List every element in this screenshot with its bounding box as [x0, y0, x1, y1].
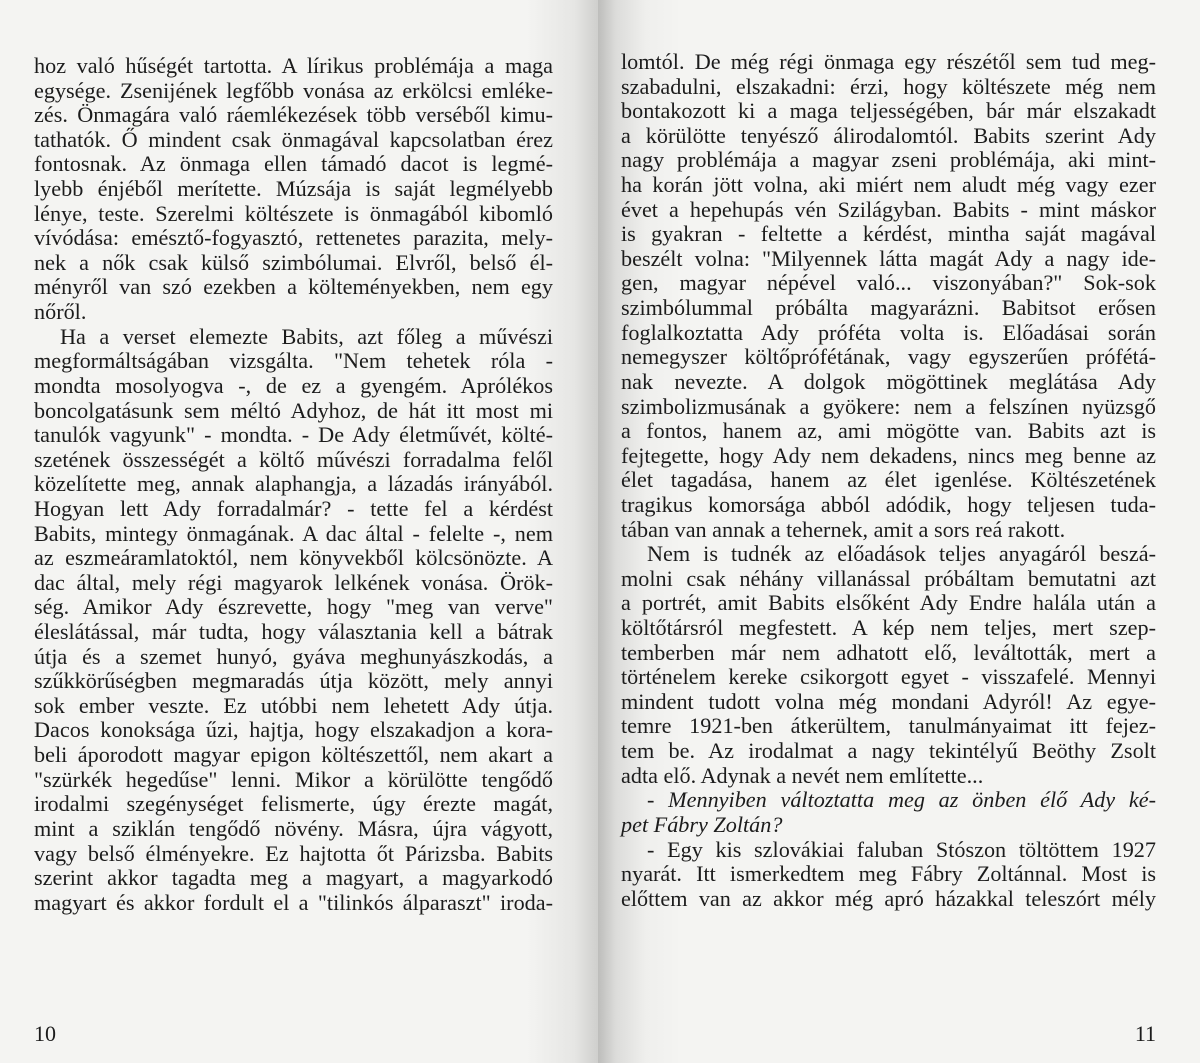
left-page: [0, 0, 598, 1063]
text-line: lyebb énjéből merítette. Múzsája is saját legmélyebb: [34, 176, 553, 202]
text-line: ha korán jött volna, aki miért nem aludt még vagy ezer: [621, 172, 1156, 198]
text-line: Babits, mintegy önmagának. A dac által - felelte -, nem: [34, 520, 553, 546]
text-line: hoz való hűségét tartotta. A lírikus problémája a maga: [34, 53, 553, 78]
text-line: élet tagadása, hanem az élet igenlése. Költészetének: [621, 467, 1156, 493]
text-line: molni csak néhány villanással próbáltam bemutatni azt: [621, 565, 1156, 591]
text-line: vívódása: emésztő-fogyasztó, rettenetes parazita, mely-: [34, 225, 553, 251]
right-page-text: [621, 50, 1156, 911]
text-line: fejtegette, hogy Ady nem dekadens, nincs meg benne az: [621, 442, 1156, 468]
text-line: nőről.: [34, 299, 87, 325]
text-line: mondta mosolyogva -, de ez a gyengém. Aprólékos: [34, 372, 553, 398]
text-line: irodalmi szegénységet felismerte, úgy érezte magát,: [34, 791, 553, 817]
left-page-text: [34, 54, 553, 915]
text-line: nemegyszer költőprófétának, vagy egyszerűen prófétá-: [621, 344, 1156, 370]
text-line: az eszmeáramlatoktól, nem könyvekből kölcsönözte. A: [34, 545, 553, 571]
text-line: pet Fábry Zoltán?: [621, 811, 783, 837]
right-page-number: 11: [1134, 1021, 1156, 1046]
text-line: szerint akkor tagadta meg a magyart, a magyarkodó: [34, 865, 553, 891]
text-line: tem be. Az irodalmat a nagy tekintélyű Beöthy Zsolt: [621, 738, 1156, 764]
text-line: ményről van szó ezekben a költeményekben, nem egy: [34, 274, 553, 300]
text-line: tragikus komorsága abból adódik, hogy teljesen tuda-: [621, 491, 1156, 517]
text-line: ség. Amikor Ady észrevette, hogy "meg van verve": [34, 594, 553, 620]
text-line: tában van annak a tehernek, amit a sors reá rakott.: [621, 516, 1066, 542]
text-line: magyart és akkor fordult el a "tilinkós álparaszt" iroda-: [34, 889, 553, 915]
text-line: Hogyan lett Ady forradalmár? - tette fel a kérdést: [34, 495, 553, 521]
text-line: szabadulni, elszakadni: érzi, hogy költészete még nem: [621, 73, 1156, 99]
text-line: adta elő. Adynak a nevét nem említette...: [621, 762, 984, 788]
text-line: mindent tudott volna még mondani Adyról! Az egye-: [621, 688, 1156, 714]
left-page-number: 10: [34, 1021, 56, 1046]
text-line: temre 1921-ben átkerültem, tanulmányaimat itt fejez-: [621, 713, 1156, 739]
text-line: közelítette meg, annak alaphangja, a lázadás irányából.: [34, 471, 553, 497]
text-line: előttem van az akkor még apró házakkal teleszórt mély: [621, 885, 1156, 911]
text-line: költőtársról megfestett. A kép nem teljes, mert szep-: [621, 615, 1156, 641]
text-line: bontakozott ki a maga teljességében, bár már elszakadt: [621, 98, 1156, 124]
text-line: évet a hepehupás vén Szilágyban. Babits - mint máskor: [621, 196, 1156, 222]
text-line: tathatók. Ő mindent csak önmagával kapcsolatban érez: [34, 126, 553, 152]
text-line: vagy belső élményekre. Ez hajtotta őt Párizsba. Babits: [34, 840, 553, 866]
text-line: a fontos, hanem az, ami mögötte van. Babits azt is: [621, 418, 1156, 444]
text-line: Dacos konoksága űzi, hajtja, hogy elszakadjon a kora-: [34, 717, 553, 743]
text-line: is gyakran - feltette a kérdést, mintha saját magával: [621, 221, 1156, 247]
text-line: nek a nők csak külső szimbólumai. Elvről, belső él-: [34, 249, 553, 275]
text-line: szimbolizmusának a gyökere: nem a felszínen nyüzsgő: [621, 393, 1156, 419]
text-line: nak nevezte. A dolgok mögöttinek meglátása Ady: [621, 368, 1156, 394]
text-line: egysége. Zsenijének legfőbb vonása az erkölcsi emléke-: [34, 77, 553, 103]
text-line: lénye, teste. Szerelmi költészete is önmagából kibomló: [34, 200, 553, 226]
text-line: szűkkörűségben megmaradás útja között, mely annyi: [34, 668, 553, 694]
text-line: - Mennyiben változtatta meg az önben élő Ady ké-: [647, 787, 1156, 813]
text-line: tanulók vagyunk" - mondta. - De Ady életművét, költé-: [34, 422, 553, 448]
text-line: Ha a verset elemezte Babits, azt főleg a művészi: [60, 323, 553, 349]
text-line: dac által, mely régi magyarok lelkének vonása. Örök-: [34, 569, 553, 595]
text-line: beszélt volna: "Milyennek látta magát Ady a nagy ide-: [621, 245, 1156, 271]
text-line: lomtól. De még régi önmaga egy részétől sem tud meg-: [621, 49, 1156, 74]
text-line: megformáltságában vizsgálta. "Nem tehetek róla -: [34, 348, 553, 374]
text-line: szimbólummal próbálta magyarázni. Babitsot erősen: [621, 295, 1156, 321]
text-line: történelem kereke csikorgott egyet - visszafelé. Mennyi: [621, 664, 1156, 690]
text-line: "szürkék hegedűse" lenni. Mikor a körülötte tengődő: [34, 766, 553, 792]
text-line: temberben már nem adhatott elő, leváltották, mert a: [621, 639, 1156, 665]
text-line: foglalkoztatta Ady próféta volta is. Előadásai során: [621, 319, 1156, 345]
text-line: nyarát. Itt ismerkedtem meg Fábry Zoltánnal. Most is: [621, 861, 1156, 887]
text-line: nagy problémája a magyar zseni problémája, aki mint-: [621, 147, 1156, 173]
text-line: boncolgatásunk sem méltó Adyhoz, de hát itt most mi: [34, 397, 553, 423]
text-line: útja és a szemet hunyó, gyáva meghunyászkodás, a: [34, 643, 553, 669]
text-line: mint a sziklán tengődő növény. Másra, újra vágyott,: [34, 815, 553, 841]
text-line: sok ember veszte. Ez utóbbi nem lehetett Ady útja.: [34, 692, 553, 718]
text-line: a portrét, amit Babits elsőként Ady Endre halála után a: [621, 590, 1156, 616]
text-line: gen, magyar népével való... viszonyában?" Sok-sok: [621, 270, 1156, 296]
text-line: - Egy kis szlovákiai faluban Stószon töltöttem 1927: [647, 836, 1156, 862]
text-line: beli áporodott magyar epigon költészettől, nem akart a: [34, 742, 553, 768]
text-line: zés. Önmagára való ráemlékezések több verséből kimu-: [34, 102, 553, 128]
right-page: [598, 0, 1200, 1063]
text-line: éleslátással, már tudta, hogy választania kell a bátrak: [34, 619, 553, 645]
text-line: Nem is tudnék az előadások teljes anyagáról beszá-: [647, 541, 1156, 567]
text-line: a körülötte tenyésző álirodalomtól. Babits szerint Ady: [621, 122, 1156, 148]
text-line: szetének összességét a költő művészi forradalma felől: [34, 446, 553, 472]
text-line: fontosnak. Az önmaga ellen támadó dacot is legmé-: [34, 151, 553, 177]
